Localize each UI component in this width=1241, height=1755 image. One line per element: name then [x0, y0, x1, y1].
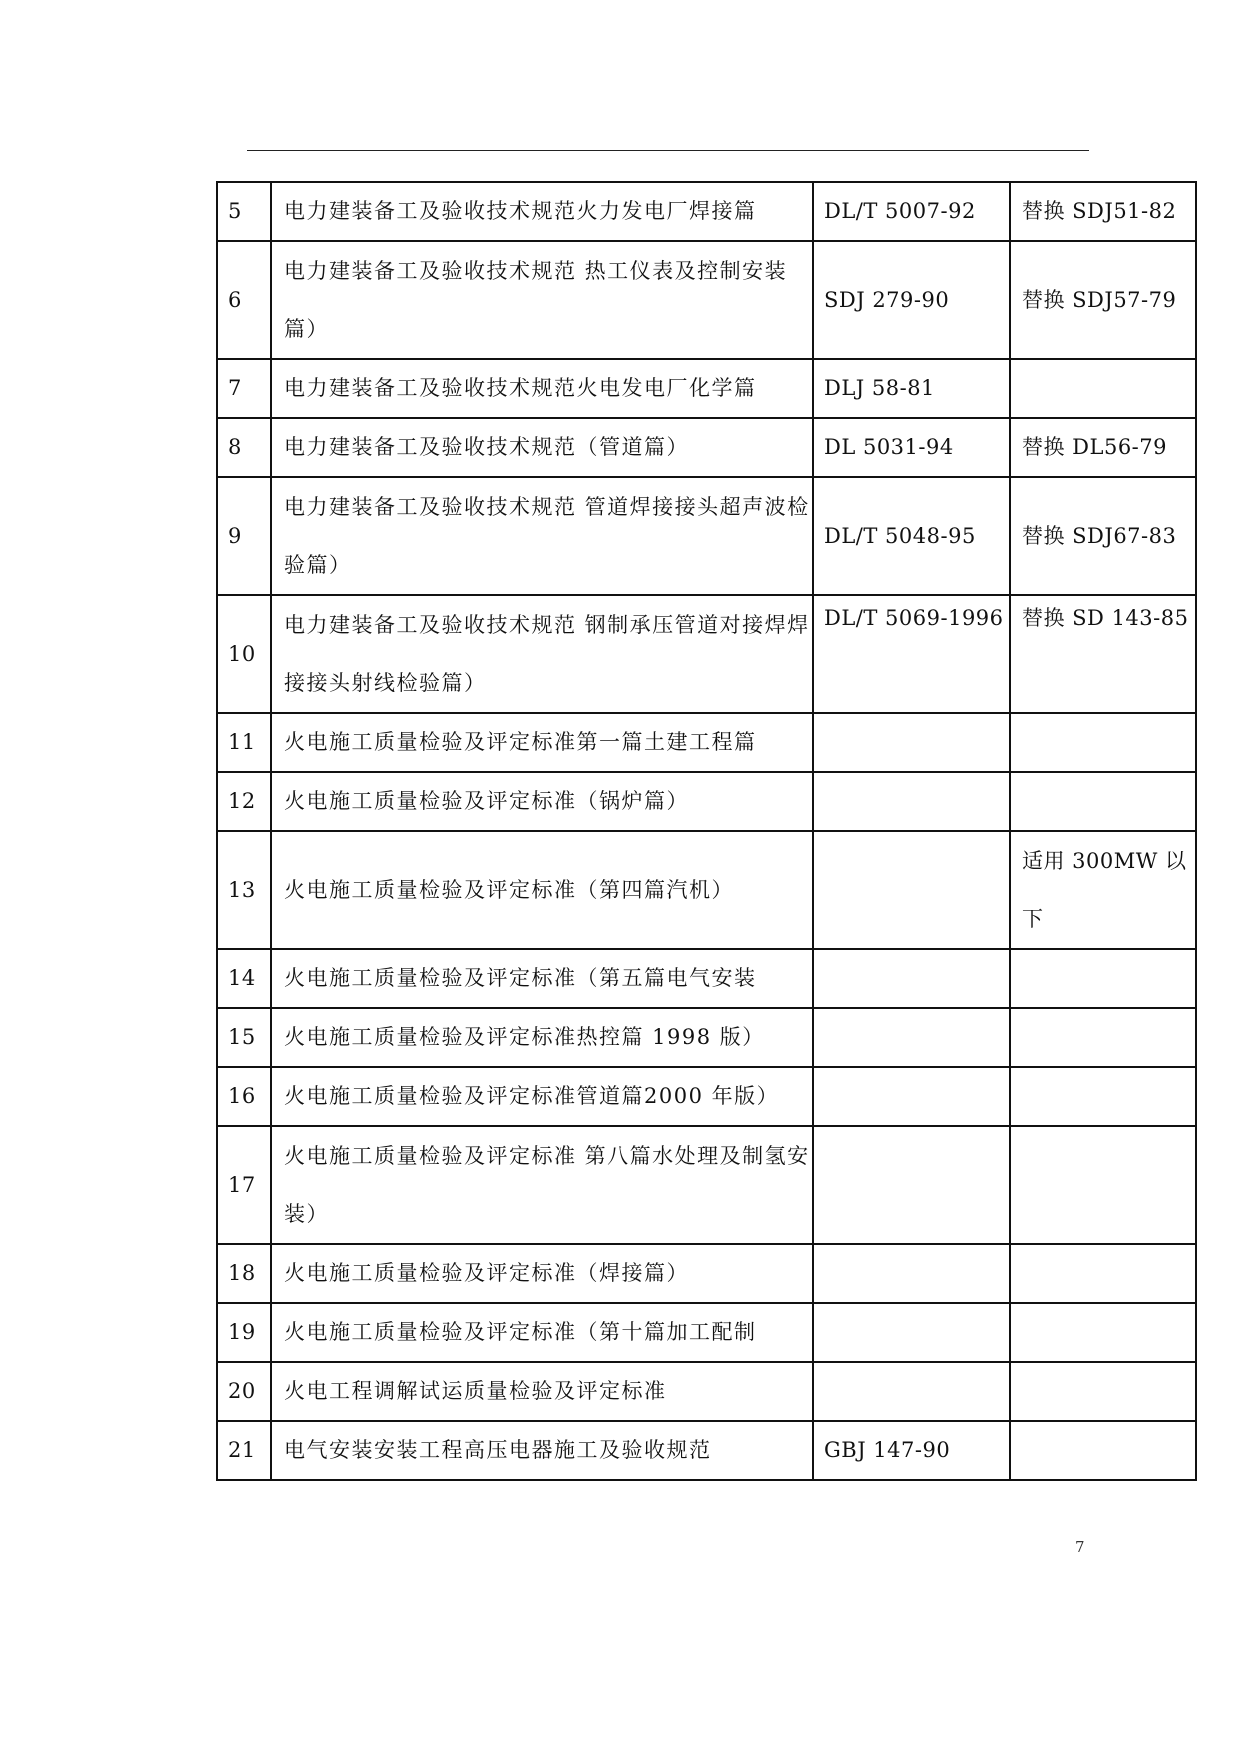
standard-code [813, 772, 1010, 831]
row-number: 18 [217, 1244, 271, 1303]
standard-code: DL/T 5007-92 [813, 182, 1010, 241]
standard-name: 火电施工质量检验及评定标准（锅炉篇） [271, 772, 813, 831]
table-row [217, 418, 1196, 477]
standard-name: 电力建装备工及验收技术规范 热工仪表及控制安装篇） [271, 241, 813, 359]
table-row [217, 182, 1196, 241]
standard-name: 火电工程调解试运质量检验及评定标准 [271, 1362, 813, 1421]
standard-name: 火电施工质量检验及评定标准（第五篇电气安装 [271, 949, 813, 1008]
standard-code [813, 1067, 1010, 1126]
standard-name: 电力建装备工及验收技术规范 管道焊接接头超声波检验篇） [271, 477, 813, 595]
replacement-note [1010, 359, 1196, 418]
row-number: 13 [217, 831, 271, 949]
standard-name: 电力建装备工及验收技术规范火力发电厂焊接篇 [271, 182, 813, 241]
row-number: 6 [217, 241, 271, 359]
row-number: 15 [217, 1008, 271, 1067]
standard-name: 电力建装备工及验收技术规范（管道篇） [271, 418, 813, 477]
replacement-note [1010, 949, 1196, 1008]
row-number: 12 [217, 772, 271, 831]
table-row [217, 1126, 1196, 1244]
row-number: 8 [217, 418, 271, 477]
standard-code: DL 5031-94 [813, 418, 1010, 477]
table-row [217, 772, 1196, 831]
standard-code: DL/T 5048-95 [813, 477, 1010, 595]
standard-code [813, 831, 1010, 949]
replacement-note [1010, 1126, 1196, 1244]
row-number: 20 [217, 1362, 271, 1421]
replacement-note: 替换 SDJ51-82 [1010, 182, 1196, 241]
standards-table [216, 181, 1197, 1481]
table-row [217, 241, 1196, 359]
standard-code: GBJ 147-90 [813, 1421, 1010, 1480]
row-number: 19 [217, 1303, 271, 1362]
replacement-note [1010, 1303, 1196, 1362]
replacement-note: 替换 DL56-79 [1010, 418, 1196, 477]
standard-name: 电力建装备工及验收技术规范 钢制承压管道对接焊焊接接头射线检验篇） [271, 595, 813, 713]
replacement-note [1010, 1362, 1196, 1421]
table-row [217, 713, 1196, 772]
standard-name: 电力建装备工及验收技术规范火电发电厂化学篇 [271, 359, 813, 418]
standard-name: 火电施工质量检验及评定标准（焊接篇） [271, 1244, 813, 1303]
replacement-note [1010, 772, 1196, 831]
row-number: 9 [217, 477, 271, 595]
page-number: 7 [1075, 1538, 1085, 1556]
standard-code [813, 1362, 1010, 1421]
replacement-note [1010, 1421, 1196, 1480]
replacement-note [1010, 1244, 1196, 1303]
standard-code [813, 1126, 1010, 1244]
row-number: 7 [217, 359, 271, 418]
replacement-note: 替换 SDJ57-79 [1010, 241, 1196, 359]
row-number: 17 [217, 1126, 271, 1244]
row-number: 10 [217, 595, 271, 713]
table-row [217, 1421, 1196, 1480]
row-number: 5 [217, 182, 271, 241]
standard-name: 电气安装安装工程高压电器施工及验收规范 [271, 1421, 813, 1480]
table-row [217, 1008, 1196, 1067]
standard-code: SDJ 279-90 [813, 241, 1010, 359]
replacement-note [1010, 1008, 1196, 1067]
table-row [217, 595, 1196, 713]
row-number: 21 [217, 1421, 271, 1480]
row-number: 14 [217, 949, 271, 1008]
table-row [217, 1067, 1196, 1126]
table-row [217, 831, 1196, 949]
row-number: 16 [217, 1067, 271, 1126]
standard-name: 火电施工质量检验及评定标准热控篇 1998 版） [271, 1008, 813, 1067]
standard-name: 火电施工质量检验及评定标准（第十篇加工配制 [271, 1303, 813, 1362]
standard-code [813, 1244, 1010, 1303]
standard-code: DL/T 5069-1996 [813, 595, 1010, 713]
table-row [217, 1303, 1196, 1362]
replacement-note: 替换 SD 143-85 [1010, 595, 1196, 713]
row-number: 11 [217, 713, 271, 772]
standard-name: 火电施工质量检验及评定标准第一篇土建工程篇 [271, 713, 813, 772]
table-row [217, 1244, 1196, 1303]
replacement-note: 适用 300MW 以下 [1010, 831, 1196, 949]
table-row [217, 949, 1196, 1008]
header-rule [247, 150, 1089, 151]
replacement-note [1010, 713, 1196, 772]
standard-code: DLJ 58-81 [813, 359, 1010, 418]
table-row [217, 477, 1196, 595]
standard-code [813, 949, 1010, 1008]
standard-name: 火电施工质量检验及评定标准（第四篇汽机） [271, 831, 813, 949]
standard-code [813, 1008, 1010, 1067]
replacement-note: 替换 SDJ67-83 [1010, 477, 1196, 595]
standard-name: 火电施工质量检验及评定标准 第八篇水处理及制氢安装） [271, 1126, 813, 1244]
table-row [217, 359, 1196, 418]
standard-code [813, 1303, 1010, 1362]
replacement-note [1010, 1067, 1196, 1126]
standard-code [813, 713, 1010, 772]
standard-name: 火电施工质量检验及评定标准管道篇2000 年版） [271, 1067, 813, 1126]
table-row [217, 1362, 1196, 1421]
